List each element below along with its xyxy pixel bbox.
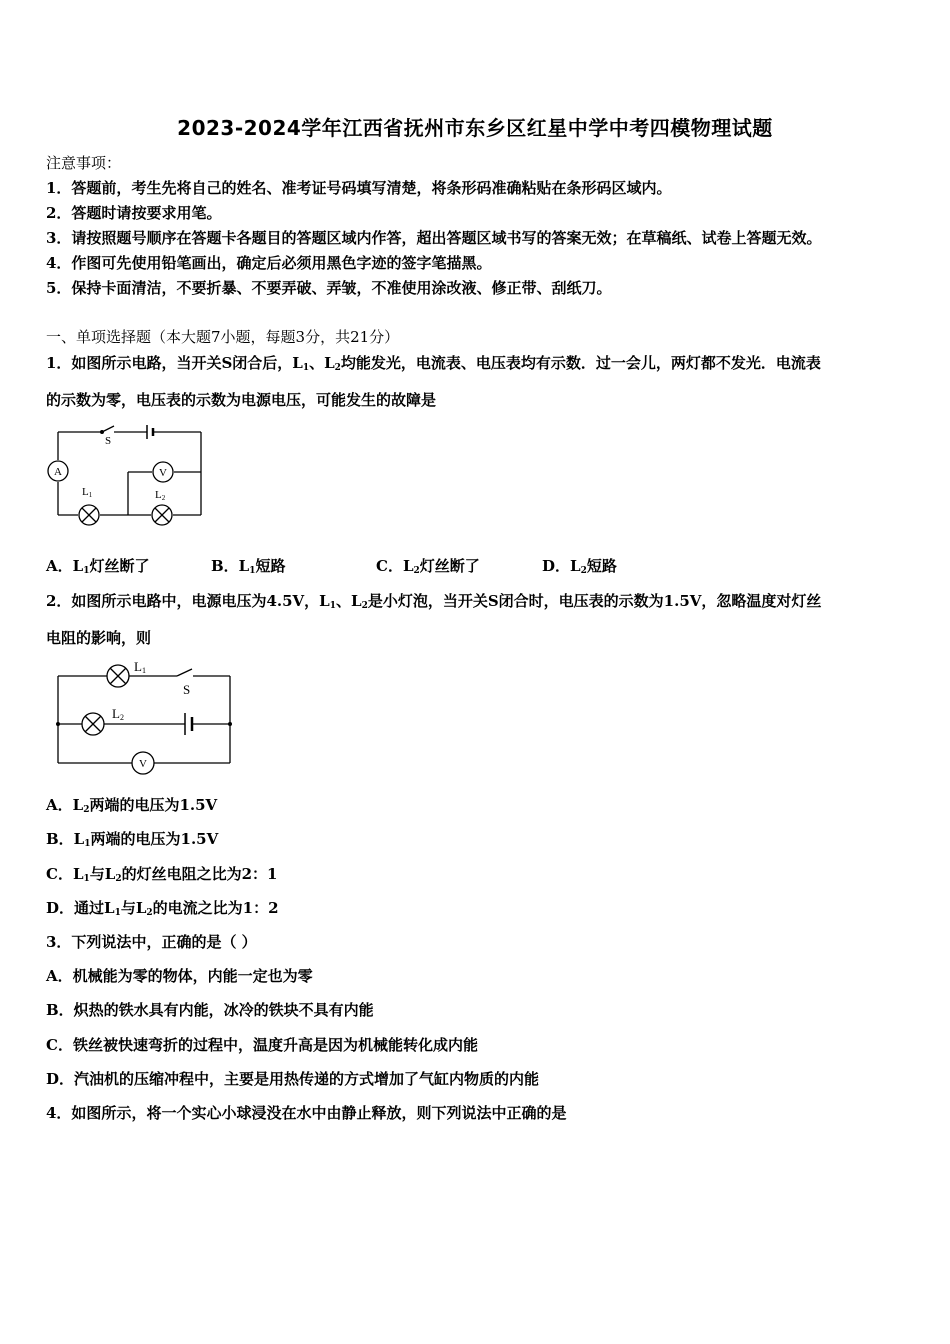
q3-option-b: B．炽热的铁水具有内能，冰冷的铁块不具有内能 bbox=[46, 1001, 374, 1019]
q3-option-d: D．汽油机的压缩冲程中，主要是用热传递的方式增加了气缸内物质的内能 bbox=[46, 1070, 540, 1088]
notice-item: 3．请按照题号顺序在答题卡各题目的答题区域内作答，超出答题区域书写的答案无效；在草稿纸、试卷上答题无效。 bbox=[46, 229, 822, 247]
question-3-stem: 3．下列说法中，正确的是（ ） bbox=[46, 933, 257, 951]
q2-option-d: D．通过$L_1$与$L_2$的电流之比为1：2 bbox=[46, 899, 279, 918]
q3-option-c: C．铁丝被快速弯折的过程中，温度升高是因为机械能转化成内能 bbox=[46, 1036, 478, 1054]
voltmeter-label: V bbox=[159, 467, 167, 479]
switch-label: S bbox=[105, 435, 112, 447]
q1-option-c: C．$L_2$灯丝断了 bbox=[376, 557, 480, 576]
voltmeter-label: V bbox=[139, 758, 147, 770]
question-4-stem: 4．如图所示，将一个实心小球浸没在水中由静止释放，则下列说法中正确的是 bbox=[46, 1104, 567, 1122]
question-1-line-2: 的示数为零，电压表的示数为电源电压，可能发生的故障是 bbox=[46, 391, 437, 409]
lamp-2-label: L2 bbox=[112, 706, 124, 722]
question-2-circuit-diagram bbox=[50, 655, 240, 780]
q2-option-a: A．$L_2$两端的电压为1.5V bbox=[46, 796, 218, 815]
ammeter-label: A bbox=[54, 466, 62, 478]
notice-item: 4．作图可先使用铅笔画出，确定后必须用黑色字迹的签字笔描黑。 bbox=[46, 254, 492, 272]
notice-item: 2．答题时请按要求用笔。 bbox=[46, 204, 222, 222]
q1-option-b: B．$L_1$短路 bbox=[211, 557, 286, 576]
q1-option-a: A．$L_1$灯丝断了 bbox=[46, 557, 150, 576]
switch-label: S bbox=[183, 682, 191, 697]
section-heading: 一、单项选择题（本大题7小题，每题3分，共21分） bbox=[46, 328, 400, 346]
lamp-2-label: L2 bbox=[155, 489, 166, 502]
question-2-line-1: 2．如图所示电路中，电源电压为4.5V，$L_1$、$L_2$是小灯泡，当开关S闭合时，电压表的示数为1.5V，忽略温度对灯丝 bbox=[46, 592, 822, 611]
lamp-1-label: L1 bbox=[82, 486, 93, 499]
notice-item: 1．答题前，考生先将自己的姓名、准考证号码填写清楚，将条形码准确粘贴在条形码区域内。 bbox=[46, 179, 672, 197]
lamp-1-label: L1 bbox=[134, 659, 146, 675]
q1-option-d: D．$L_2$短路 bbox=[542, 557, 617, 576]
q2-option-c: C．$L_1$与$L_2$的灯丝电阻之比为2：1 bbox=[46, 865, 278, 884]
notice-heading: 注意事项： bbox=[46, 154, 122, 172]
question-2-line-2: 电阻的影响，则 bbox=[46, 629, 152, 647]
q2-option-b: B．$L_1$两端的电压为1.5V bbox=[46, 830, 219, 849]
q3-option-a: A．机械能为零的物体，内能一定也为零 bbox=[46, 967, 313, 985]
question-1-line-1: 1．如图所示电路，当开关S闭合后，$L_1$、$L_2$均能发光，电流表、电压表均有示数．过一会儿，两灯都不发光．电流表 bbox=[46, 354, 821, 373]
notice-item: 5．保持卡面清洁，不要折暴、不要弄破、弄皱，不准使用涂改液、修正带、刮纸刀。 bbox=[46, 279, 612, 297]
page-title: 2023-2024学年江西省抚州市东乡区红星中学中考四模物理试题 bbox=[177, 116, 773, 140]
question-1-circuit-diagram bbox=[44, 420, 206, 530]
